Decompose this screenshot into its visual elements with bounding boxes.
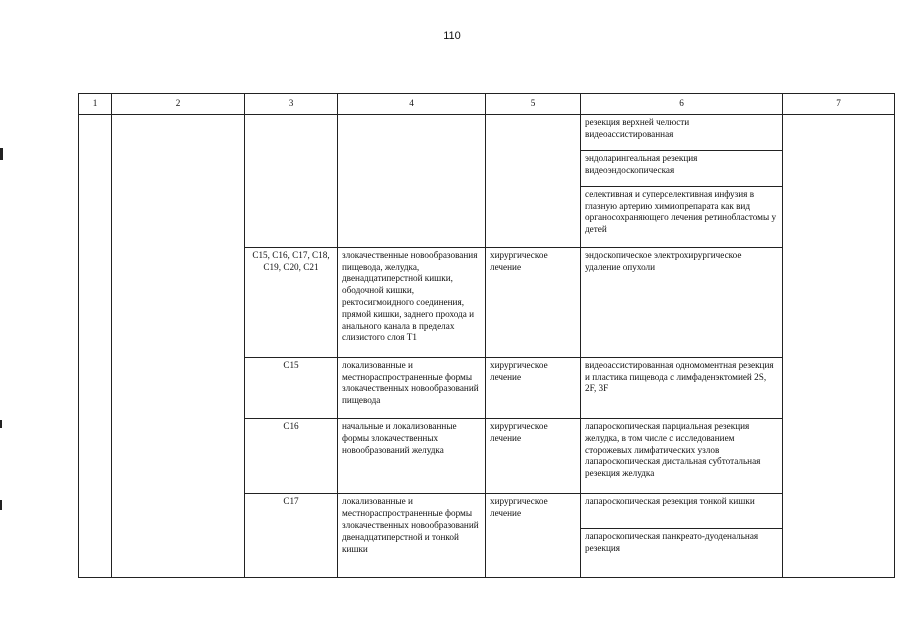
method-cell: селективная и суперселективная инфузия в глазную артерию химиопрепарата как вид органосохраняющего лечения ретинобластомы у детей (581, 186, 783, 247)
header-row (79, 94, 895, 115)
header-cell: 7 (783, 94, 895, 115)
codes-cell-empty (245, 115, 338, 247)
codes-cell: C17 (245, 494, 338, 578)
treatment-cell: хирургическое лечение (486, 418, 581, 493)
diagnosis-cell: локализованные и местнораспространенные формы злокачественных новообразований пищевода (338, 357, 486, 418)
treatment-cell: хирургическое лечение (486, 494, 581, 578)
header-cell: 4 (338, 94, 486, 115)
diagnosis-cell: локализованные и местнораспространенные формы злокачественных новообразований двенадцатиперстной и тонкой кишки (338, 494, 486, 578)
diagnosis-cell: злокачественные новообразования пищевода, желудка, двенадцатиперстной кишки, ободочной кишки, ректосигмоидного соединения, прямой кишки, заднего прохода и анального канала в пределах слизистого слоя T1 (338, 247, 486, 357)
table-row (79, 115, 895, 151)
col2-cell (112, 115, 245, 578)
treatment-cell: хирургическое лечение (486, 247, 581, 357)
procedures-table (78, 93, 895, 578)
header-cell: 6 (581, 94, 783, 115)
method-cell: лапароскопическая резекция тонкой кишки (581, 494, 783, 529)
codes-cell: C15 (245, 357, 338, 418)
codes-cell: C16 (245, 418, 338, 493)
codes-cell: C15, C16, C17, C18, C19, C20, C21 (245, 247, 338, 357)
page-number: 110 (443, 30, 461, 42)
col1-cell (79, 115, 112, 578)
scan-edge-mark (0, 500, 2, 510)
col7-cell (783, 115, 895, 578)
header-cell: 1 (79, 94, 112, 115)
diagnosis-cell: начальные и локализованные формы злокачественных новообразований желудка (338, 418, 486, 493)
header-cell: 3 (245, 94, 338, 115)
method-cell: эндоскопическое электрохирургическое удаление опухоли (581, 247, 783, 357)
method-cell: лапароскопическая панкреато-дуоденальная резекция (581, 529, 783, 578)
method-cell: лапароскопическая парциальная резекция желудка, в том числе с исследованием сторожевых лимфатических узлов лапароскопическая дистальная субтотальная резекция желудка (581, 418, 783, 493)
diagnosis-cell-empty (338, 115, 486, 247)
scan-edge-mark (0, 420, 2, 428)
method-cell: резекция верхней челюсти видеоассистированная (581, 115, 783, 151)
method-cell: эндоларингеальная резекция видеоэндоскопическая (581, 151, 783, 187)
header-cell: 2 (112, 94, 245, 115)
treatment-cell: хирургическое лечение (486, 357, 581, 418)
method-cell: видеоассистированная одномоментная резекция и пластика пищевода с лимфаденэктомией 2S, 2F, 3F (581, 357, 783, 418)
header-cell: 5 (486, 94, 581, 115)
scan-edge-mark (0, 148, 3, 160)
treatment-cell-empty (486, 115, 581, 247)
